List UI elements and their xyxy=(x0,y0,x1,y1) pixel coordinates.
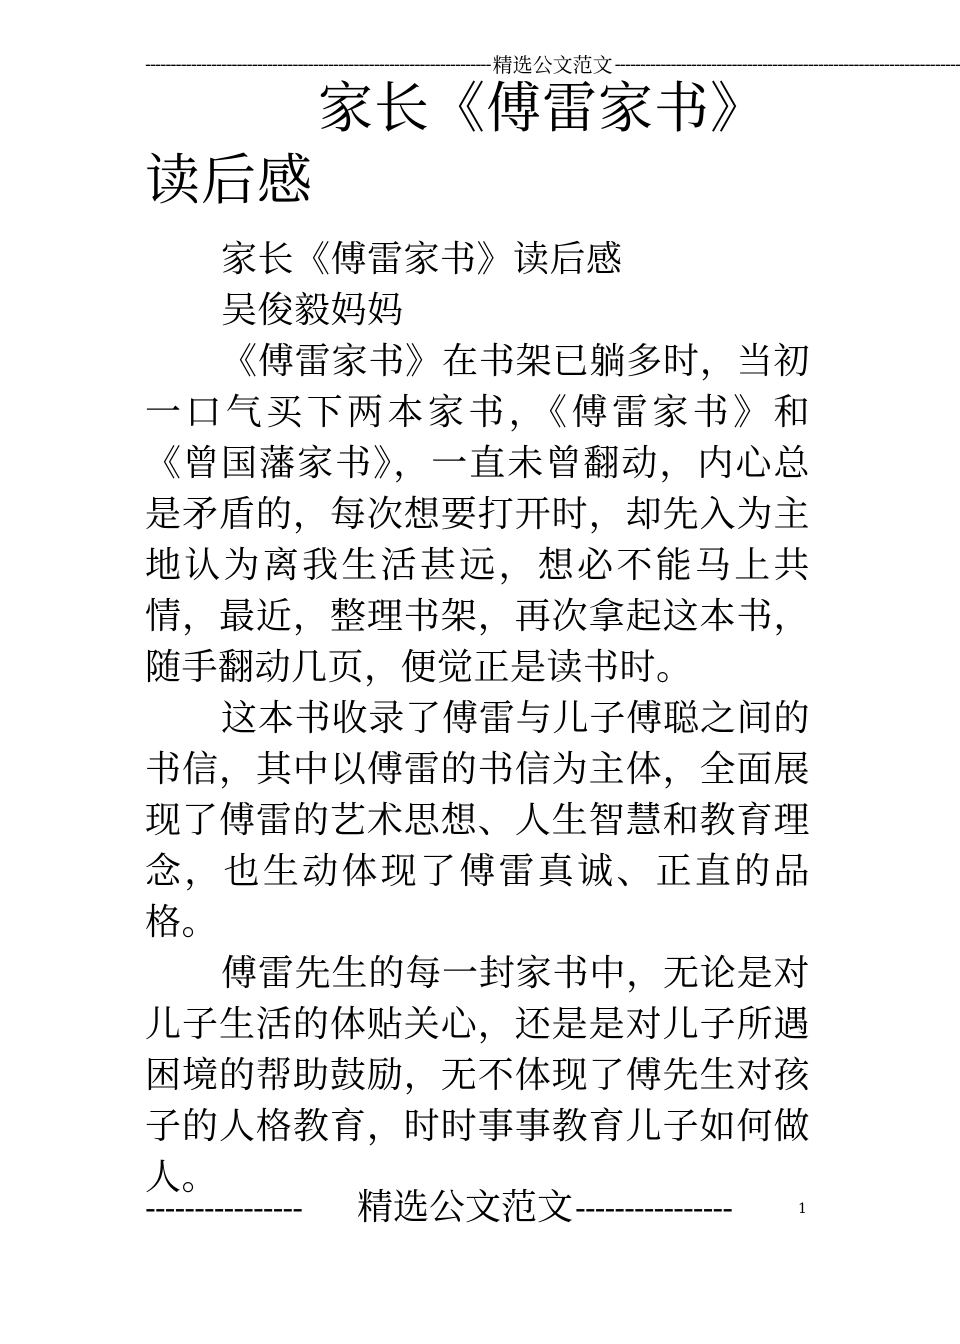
page-number: 1 xyxy=(798,1201,807,1217)
document-body xyxy=(145,234,810,1203)
body-paragraph: 这本书收录了傅雷与儿子傅聪之间的书信，其中以傅雷的书信为主体，全面展现了傅雷的艺术思想、人生智慧和教育理念，也生动体现了傅雷真诚、正直的品格。 xyxy=(145,698,810,943)
page-footer xyxy=(145,1185,785,1231)
body-author: 吴俊毅妈妈 xyxy=(221,290,404,331)
body-paragraph: 傅雷先生的每一封家书中，无论是对儿子生活的体贴关心，还是是对儿子所遇困境的帮助鼓励，无不体现了傅先生对孩子的人格教育，时时事事教育儿子如何做人。 xyxy=(145,953,810,1198)
body-subtitle: 家长《傅雷家书》读后感 xyxy=(221,239,623,280)
header-dashes-left: -------------------------------------------------------------------- xyxy=(145,54,491,75)
footer-text: 精选公文范文 xyxy=(357,1187,574,1228)
footer-dashes-right: ---------------- xyxy=(575,1189,733,1227)
document-title: 家长《傅雷家书》读后感 xyxy=(145,76,767,212)
header-text: 精选公文范文 xyxy=(492,53,613,77)
body-paragraph: 《傅雷家书》在书架已躺多时，当初一口气买下两本家书，《傅雷家书》和《曾国藩家书》，一直未曾翻动，内心总是矛盾的，每次想要打开时，却先入为主地认为离我生活甚远，想必不能马上共情，最近，整理书架，再次拿起这本书，随手翻动几页，便觉正是读书时。 xyxy=(145,341,810,688)
header-dashes-right: -------------------------------------------------------------------- xyxy=(614,54,960,75)
footer-dashes-left: ---------------- xyxy=(145,1189,302,1227)
